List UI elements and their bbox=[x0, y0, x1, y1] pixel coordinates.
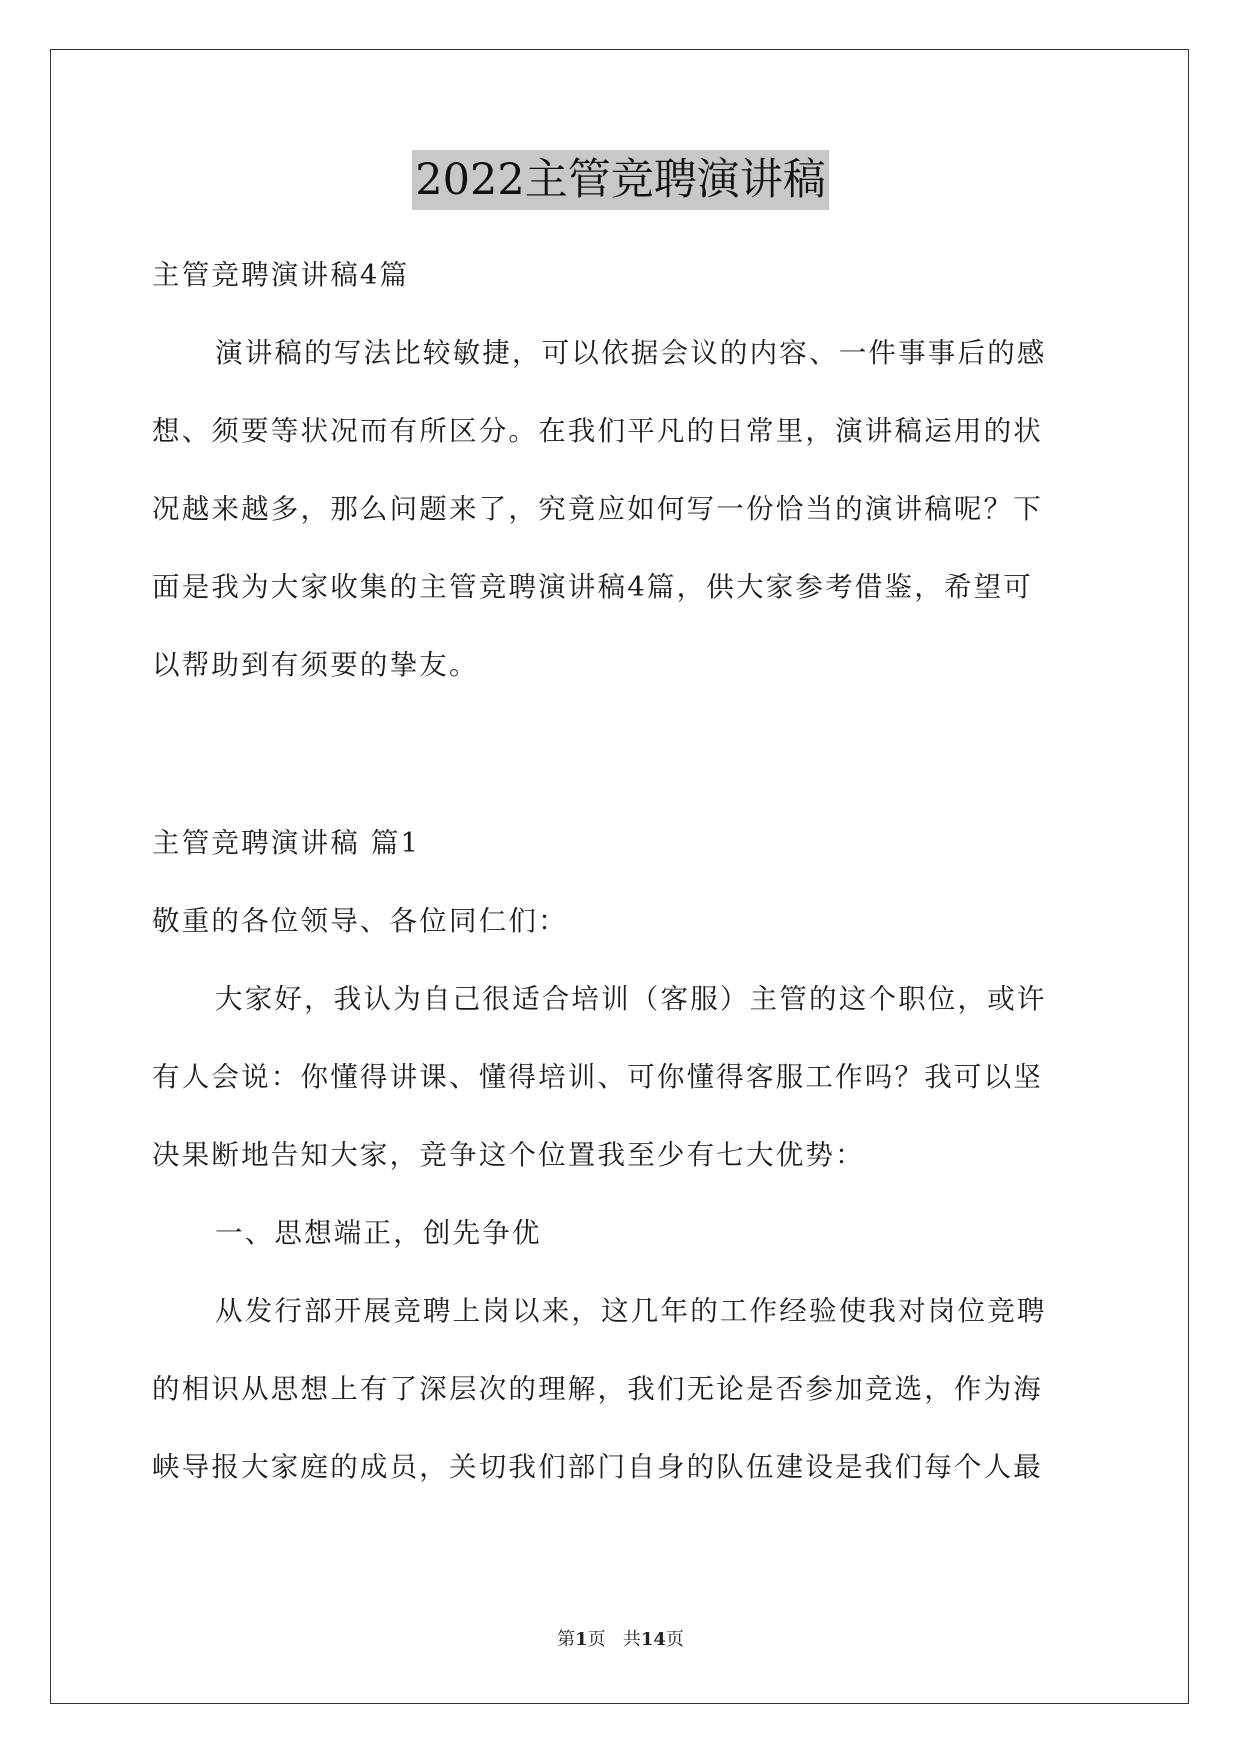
paragraph-1 bbox=[152, 960, 1090, 1194]
salutation: 敬重的各位领导、各位同仁们： bbox=[152, 905, 568, 937]
paragraph-line: 况越来越多，那么问题来了，究竟应如何写一份恰当的演讲稿呢？下 bbox=[152, 493, 1043, 525]
paragraph-line: 的相识从思想上有了深层次的理解，我们无论是否参加竞选，作为海 bbox=[152, 1373, 1043, 1405]
document-body bbox=[152, 236, 1090, 1506]
document-title: 2022主管竞聘演讲稿 bbox=[412, 150, 828, 210]
intro-paragraph bbox=[152, 314, 1090, 704]
subtitle: 主管竞聘演讲稿4篇 bbox=[152, 259, 410, 291]
spacer bbox=[152, 704, 1090, 804]
paragraph-line: 大家好，我认为自己很适合培训（客服）主管的这个职位，或许 bbox=[215, 983, 1047, 1015]
page-prefix: 第 bbox=[557, 1629, 576, 1650]
section-heading: 主管竞聘演讲稿 篇1 bbox=[152, 827, 421, 859]
paragraph-line: 面是我为大家收集的主管竞聘演讲稿4篇，供大家参考借鉴，希望可 bbox=[152, 571, 1033, 603]
paragraph-line: 决果断地告知大家，竞争这个位置我至少有七大优势： bbox=[152, 1139, 865, 1171]
paragraph-line: 想、须要等状况而有所区分。在我们平凡的日常里，演讲稿运用的状 bbox=[152, 415, 1043, 447]
paragraph-line: 以帮助到有须要的挚友。 bbox=[152, 649, 479, 681]
page-number: 1 bbox=[575, 1629, 588, 1650]
paragraph-line: 演讲稿的写法比较敏捷，可以依据会议的内容、一件事事后的感 bbox=[215, 337, 1047, 369]
page-suffix: 页 bbox=[587, 1629, 606, 1650]
point-heading: 一、思想端正，创先争优 bbox=[215, 1217, 542, 1249]
paragraph-line: 峡导报大家庭的成员，关切我们部门自身的队伍建设是我们每个人最 bbox=[152, 1451, 1043, 1483]
paragraph-line: 有人会说：你懂得讲课、懂得培训、可你懂得客服工作吗？我可以坚 bbox=[152, 1061, 1043, 1093]
total-pages: 14 bbox=[640, 1629, 666, 1650]
paragraph-2 bbox=[152, 1272, 1090, 1506]
page-footer bbox=[0, 1628, 1241, 1652]
title-container bbox=[0, 150, 1241, 210]
paragraph-line: 从发行部开展竞聘上岗以来，这几年的工作经验使我对岗位竞聘 bbox=[215, 1295, 1047, 1327]
total-suffix: 页 bbox=[665, 1629, 684, 1650]
total-prefix: 共 bbox=[622, 1629, 641, 1650]
